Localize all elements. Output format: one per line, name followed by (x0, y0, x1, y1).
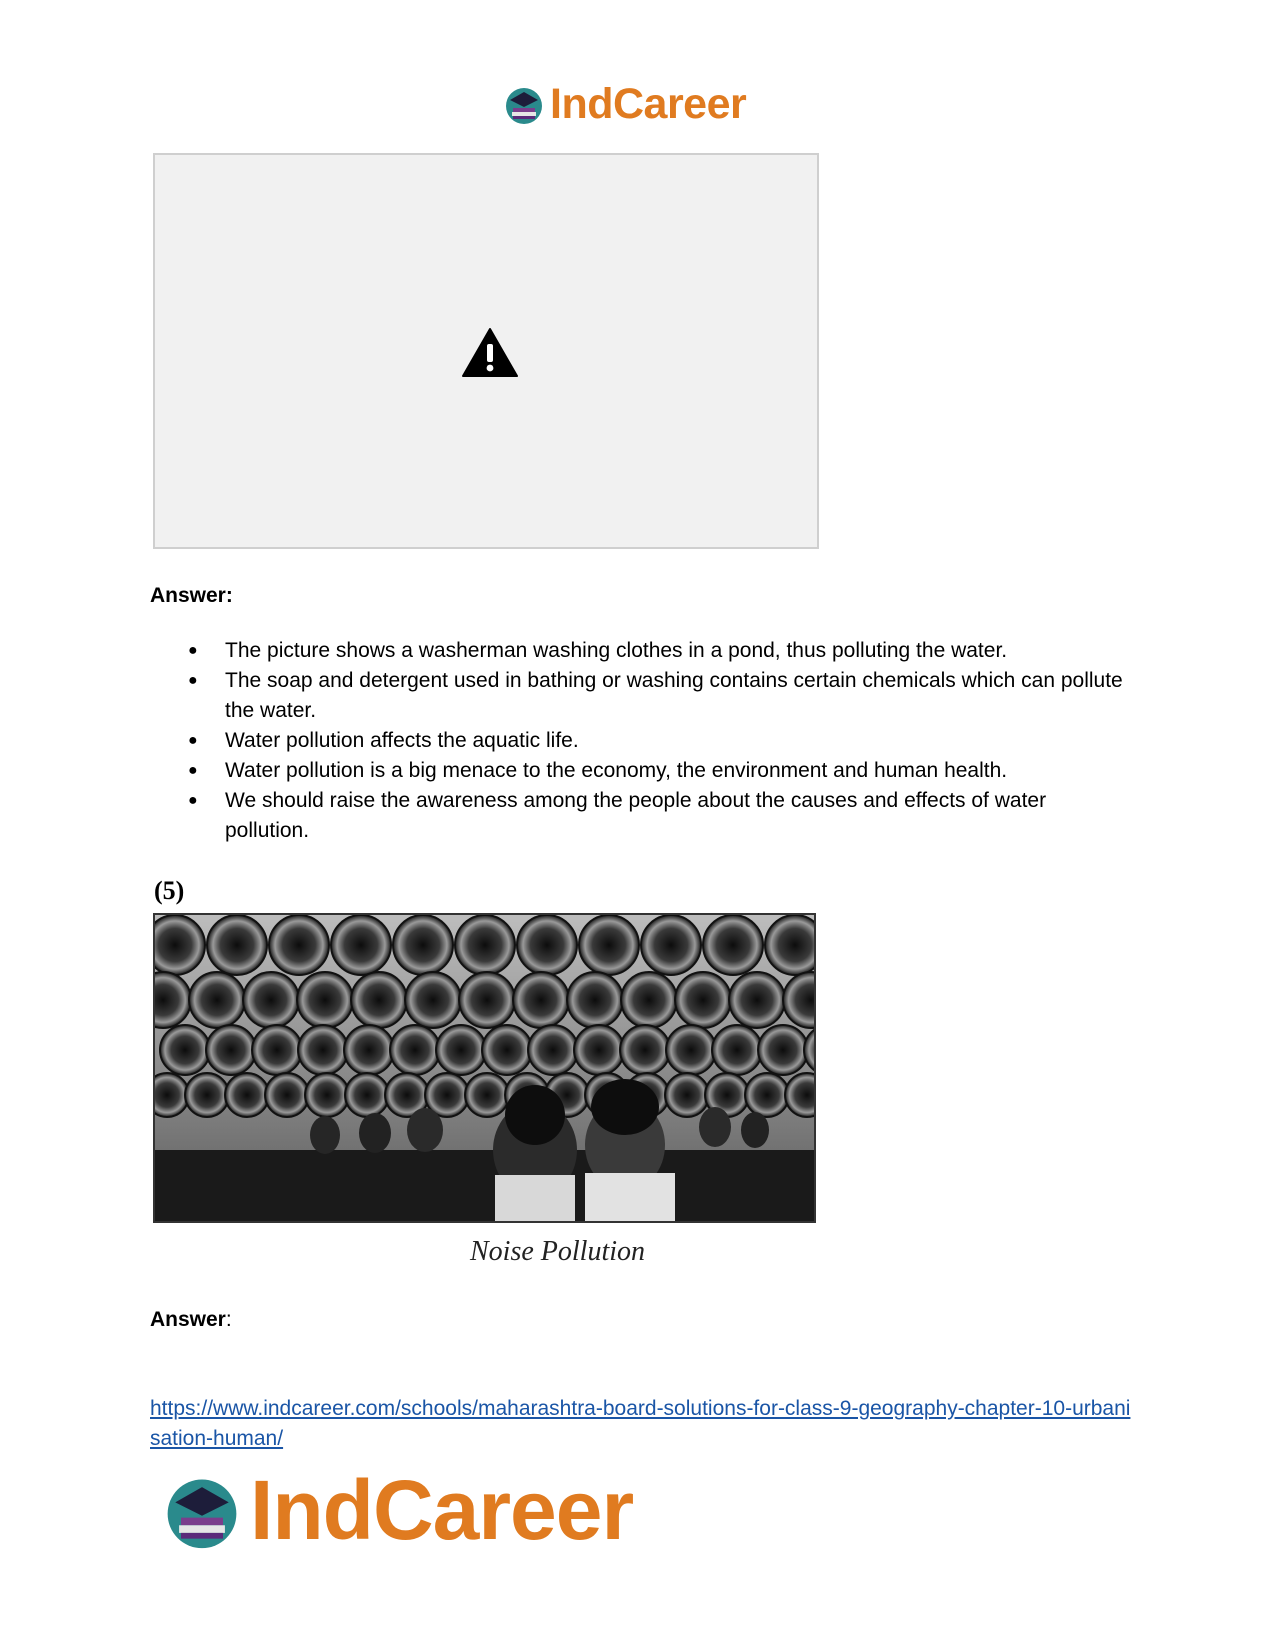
footer-logo (160, 1465, 700, 1555)
list-item-text: Water pollution is a big menace to the economy, the environment and human health. (225, 759, 1008, 782)
source-link[interactable]: https://www.indcareer.com/schools/maharashtra-board-solutions-for-class-9-geography-chapter-10-urbanisation-human/ (150, 1397, 1131, 1450)
answer-label-2-text: Answer (150, 1308, 226, 1331)
answer-label (150, 584, 233, 608)
list-item-text: The soap and detergent used in bathing or washing contains certain chemicals which can pollute the water. (225, 669, 1123, 722)
bullet-icon: ● (188, 762, 198, 779)
header-logo (502, 78, 772, 130)
list-item (150, 726, 1130, 756)
bullet-icon: ● (188, 732, 198, 749)
list-item-text: Water pollution affects the aquatic life. (225, 729, 579, 752)
broken-image-placeholder (153, 153, 819, 549)
answer-list (150, 636, 1130, 846)
question-number: (5) (154, 876, 185, 905)
list-item (150, 636, 1130, 666)
bullet-icon: ● (188, 672, 198, 689)
graduation-books-icon (160, 1468, 244, 1552)
loudspeakers-crowd-illustration (155, 915, 816, 1223)
graduation-books-icon (502, 82, 546, 126)
header-logo-text: IndCareer (550, 79, 747, 128)
answer-label-2 (150, 1308, 232, 1332)
answer-label-2-colon: : (225, 1308, 232, 1331)
bullet-icon: ● (188, 792, 198, 809)
list-item (150, 786, 1130, 846)
list-item (150, 666, 1130, 726)
bullet-icon: ● (188, 642, 198, 659)
footer-logo-text: IndCareer (250, 1463, 634, 1557)
warning-triangle-icon (461, 327, 519, 379)
list-item-text: The picture shows a washerman washing clothes in a pond, thus polluting the water. (225, 639, 1008, 662)
answer-label-text: Answer: (150, 584, 233, 607)
noise-pollution-photo (153, 913, 816, 1223)
list-item (150, 756, 1130, 786)
photo-caption: Noise Pollution (470, 1236, 645, 1267)
list-item-text: We should raise the awareness among the people about the causes and effects of water pollution. (225, 789, 1047, 842)
